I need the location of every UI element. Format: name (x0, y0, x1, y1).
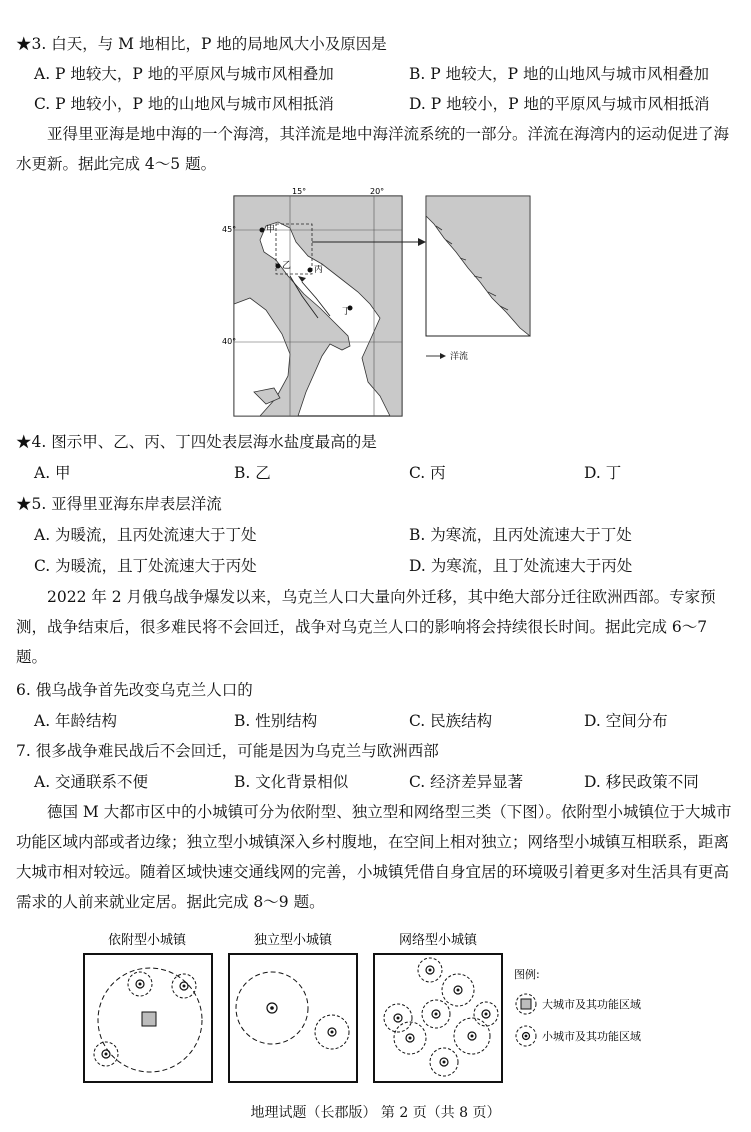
q4-stem: ★4. 图示甲、乙、丙、丁四处表层海水盐度最高的是 (16, 433, 377, 451)
q6-option-b: B. 性别结构 (234, 712, 318, 730)
q7-option-c: C. 经济差异显著 (409, 773, 524, 791)
q4-option-a: A. 甲 (34, 464, 71, 482)
lat-45-label: 45° (222, 225, 237, 234)
page-footer: 地理试题（长郡版） 第 2 页（共 8 页） (250, 1105, 501, 1121)
q4-option-c: C. 丙 (409, 464, 446, 482)
label-ding: 丁 (342, 307, 352, 317)
q3-option-b: B. P 地较大，P 地的山地风与城市风相叠加 (409, 65, 709, 83)
q6-stem: 6. 俄乌战争首先改变乌克兰人口的 (16, 681, 253, 699)
q7-option-d: D. 移民政策不同 (584, 773, 699, 791)
q3-stem: ★3. 白天，与 M 地相比，P 地的局地风大小及原因是 (16, 35, 387, 53)
legend-small-city: 小城市及其功能区域 (542, 1030, 641, 1043)
legend-big-city: 大城市及其功能区域 (542, 998, 641, 1011)
label-jia: 甲 (266, 225, 276, 235)
lat-40-label: 40° (222, 337, 237, 346)
lon-15-label: 15° (292, 187, 307, 196)
passage-adriatic: 亚得里亚海是地中海的一个海湾，其洋流是地中海洋流系统的一部分。洋流在海湾内的运动促进了海水更新。据此完成 4～5 题。 (16, 125, 730, 173)
q6-option-d: D. 空间分布 (584, 712, 668, 730)
q7-stem: 7. 很多战争难民战后不会回迁，可能是因为乌克兰与欧洲西部 (16, 742, 439, 760)
q3-option-a: A. P 地较大，P 地的平原风与城市风相叠加 (34, 65, 334, 83)
passage-ukraine: 2022 年 2 月俄乌战争爆发以来，乌克兰人口大量向外迁移，其中绝大部分迁往欧洲西部。专家预测，战争结束后，很多难民将不会回迁，战争对乌克兰人口的影响将会持续很长时间。据此完成 6～7 题。 (16, 588, 716, 666)
q5-option-c: C. 为暖流，且丁处流速大于丙处 (34, 557, 257, 575)
q3-option-c: C. P 地较小，P 地的山地风与城市风相抵消 (34, 95, 334, 113)
diagram-title-network: 网络型小城镇 (398, 933, 478, 948)
q4-option-b: B. 乙 (234, 464, 271, 482)
q6-option-c: C. 民族结构 (409, 712, 493, 730)
q5-option-a: A. 为暖流，且丙处流速大于丁处 (34, 526, 257, 544)
passage-town-types: 德国 M 大都市区中的小城镇可分为依附型、独立型和网络型三类（下图）。依附型小城镇位于大城市功能区域内部或者边缘；独立型小城镇深入乡村腹地，在空间上相对独立；网络型小城镇互相联系，距离大城市相对较远。随着区域快速交通线网的完善，小城镇凭借自身宜居的环境吸引着更多对生活具有更高需求的人前来就业定居。据此完成 8～9 题。 (16, 803, 732, 911)
legend-title: 图例: (514, 968, 540, 981)
q7-option-b: B. 文化背景相似 (234, 773, 349, 791)
lon-20-label: 20° (370, 187, 385, 196)
label-bing: 丙 (314, 265, 324, 275)
map-legend-current: 洋流 (450, 352, 469, 362)
q6-option-a: A. 年龄结构 (34, 712, 118, 730)
q5-option-d: D. 为寒流，且丁处流速大于丙处 (409, 557, 633, 575)
town-type-diagram (80, 928, 680, 1088)
q3-option-d: D. P 地较小，P 地的平原风与城市风相抵消 (409, 95, 710, 113)
q4-option-d: D. 丁 (584, 464, 622, 482)
diagram-title-independent: 独立型小城镇 (253, 933, 333, 948)
q7-option-a: A. 交通联系不便 (34, 773, 149, 791)
q5-option-b: B. 为寒流，且丙处流速大于丁处 (409, 526, 632, 544)
diagram-title-dependent: 依附型小城镇 (107, 933, 187, 948)
label-yi: 乙 (282, 261, 292, 271)
adriatic-map (222, 186, 540, 420)
q5-stem: ★5. 亚得里亚海东岸表层洋流 (16, 495, 222, 513)
